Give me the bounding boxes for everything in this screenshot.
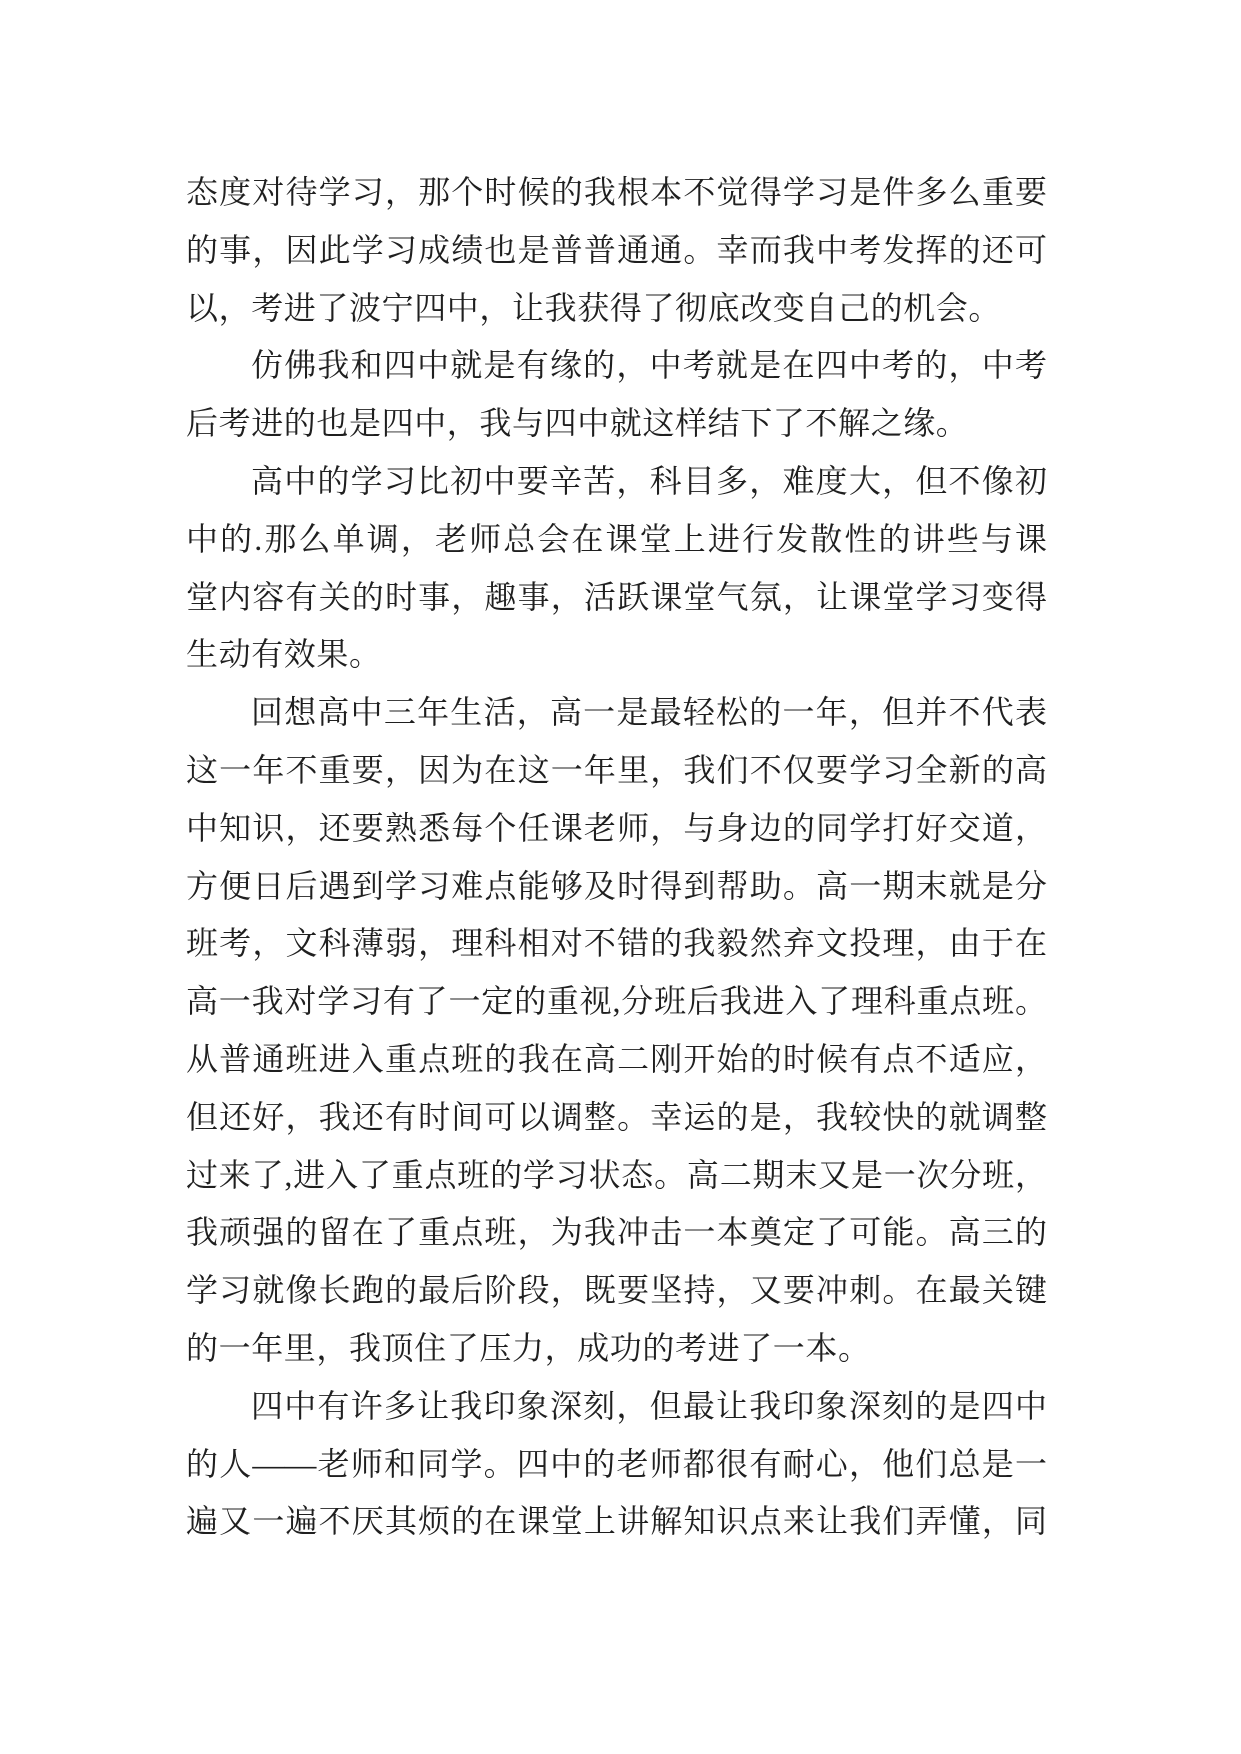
text-line: 过来了,进入了重点班的学习状态。高二期末又是一次分班， [186,1156,1047,1193]
text-line: 学习就像长跑的最后阶段，既要坚持，又要冲刺。在最关键 [186,1272,1047,1309]
text-line: 仿佛我和四中就是有缘的，中考就是在四中考的，中考 [251,347,1047,384]
text-line: 态度对待学习，那个时候的我根本不觉得学习是件多么重要 [186,174,1047,210]
text-line: 的人——老师和同学。四中的老师都很有耐心，他们总是一 [186,1445,1047,1482]
text-line: 方便日后遇到学习难点能够及时得到帮助。高一期末就是分 [186,867,1047,904]
text-line: 遍又一遍不厌其烦的在课堂上讲解知识点来让我们弄懂，同 [186,1503,1047,1540]
text-line: 以，考进了波宁四中，让我获得了彻底改变自己的机会。 [186,289,1002,326]
text-line: 这一年不重要，因为在这一年里，我们不仅要学习全新的高 [186,751,1047,788]
document-text-block [186,164,1047,1551]
text-line: 中的.那么单调，老师总会在课堂上进行发散性的讲些与课 [186,520,1047,557]
text-line: 中知识，还要熟悉每个任课老师，与身边的同学打好交道， [186,809,1047,846]
text-line: 高中的学习比初中要辛苦，科目多，难度大，但不像初 [251,462,1047,499]
text-line: 四中有许多让我印象深刻，但最让我印象深刻的是四中 [251,1387,1047,1424]
text-line: 我顽强的留在了重点班，为我冲击一本奠定了可能。高三的 [186,1214,1047,1251]
text-line: 从普通班进入重点班的我在高二刚开始的时候有点不适应， [186,1040,1047,1077]
text-line: 但还好，我还有时间可以调整。幸运的是，我较快的就调整 [186,1098,1047,1135]
text-line: 后考进的也是四中，我与四中就这样结下了不解之缘。 [186,405,969,442]
text-line: 班考，文科薄弱，理科相对不错的我毅然弃文投理，由于在 [186,925,1047,962]
text-line: 回想高中三年生活，高一是最轻松的一年，但并不代表 [251,694,1047,731]
text-line: 堂内容有关的时事，趣事，活跃课堂气氛，让课堂学习变得 [186,578,1047,615]
text-line: 的事，因此学习成绩也是普普通通。幸而我中考发挥的还可 [186,231,1047,268]
text-line: 生动有效果。 [186,636,382,673]
text-line: 高一我对学习有了一定的重视,分班后我进入了理科重点班。 [186,983,1047,1020]
text-line: 的一年里，我顶住了压力，成功的考进了一本。 [186,1329,871,1366]
